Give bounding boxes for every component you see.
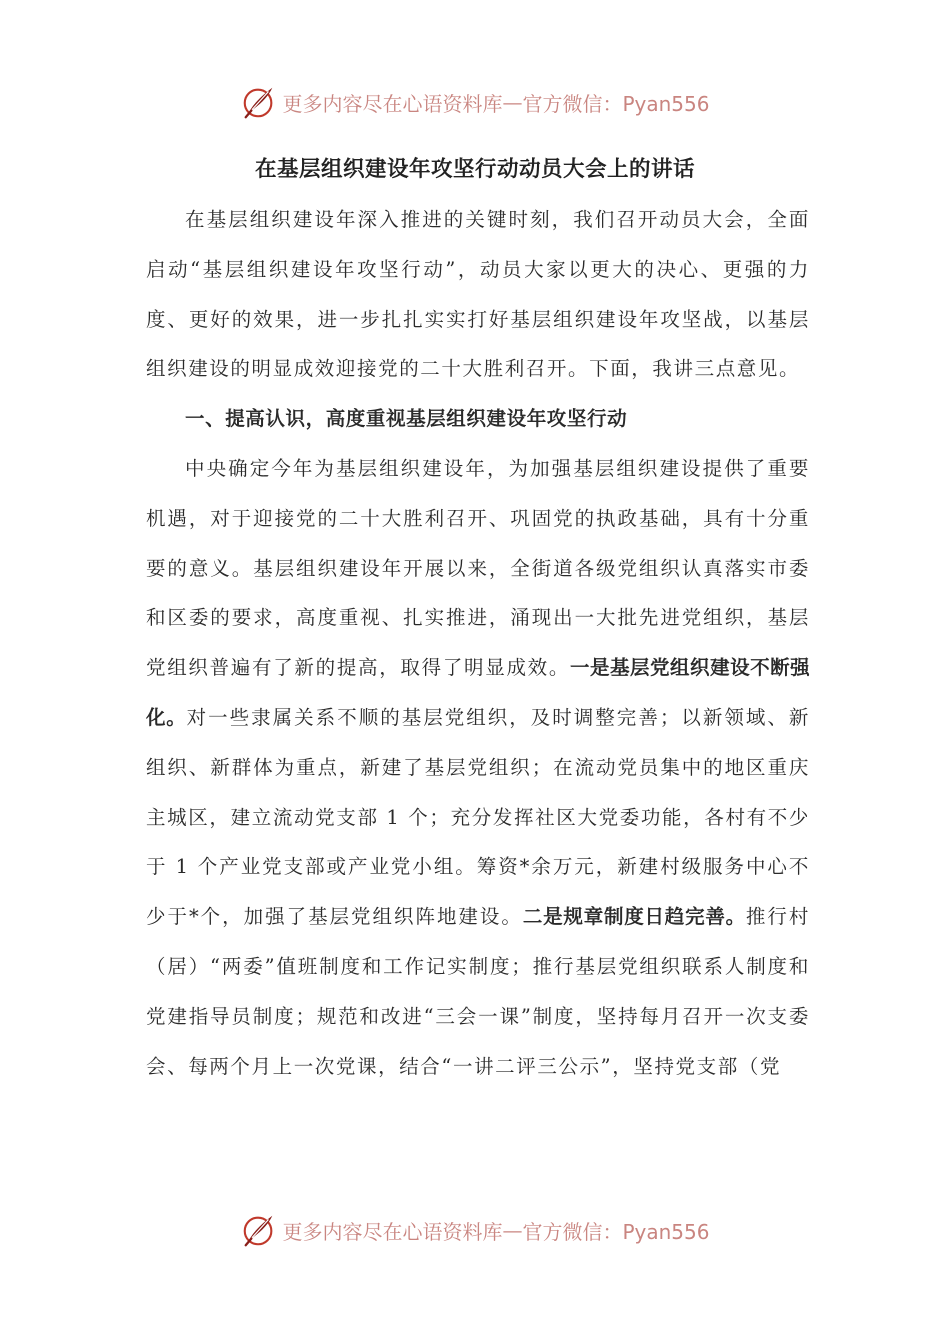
watermark-site-text: 更多内容尽在心语资料库 (282, 1219, 503, 1244)
watermark-wechat-text: 官方微信：Pyan556 (522, 1219, 710, 1244)
section-1-lead-1: 一是基层党组织建设不断强化。 (146, 656, 810, 729)
section-1-text-a: 中央确定今年为基层组织建设年，为加强基层组织建设提供了重要机遇，对于迎接党的二十大胜利召开、巩固党的执政基础，具有十分重要的意义。基层组织建设年开展以来，全街道各级党组织认真落实市委和区委的要求，高度重视、扎实推进，涌现出一大批先进党组织，基层党组织普遍有了新的提高，取得了明显成效。 (146, 456, 810, 680)
section-1-lead-2: 二是规章制度日趋完善。 (522, 905, 746, 929)
document-body (146, 195, 810, 1091)
watermark-dash: — (502, 1218, 523, 1242)
watermark-wechat-text: 官方微信：Pyan556 (522, 91, 710, 116)
watermark-site-text: 更多内容尽在心语资料库 (282, 91, 503, 116)
section-1-paragraph (146, 444, 810, 1091)
watermark-banner-bottom (0, 1208, 950, 1252)
intro-paragraph: 在基层组织建设年深入推进的关键时刻，我们召开动员大会，全面启动“基层组织建设年攻坚行动”，动员大家以更大的决心、更强的力度、更好的效果，进一步扎扎实实打好基层组织建设年攻坚战，以基层组织建设的明显成效迎接党的二十大胜利召开。下面，我讲三点意见。 (146, 208, 810, 381)
watermark-dash: — (502, 90, 523, 114)
section-1-text-b: 对一些隶属关系不顺的基层党组织，及时调整完善；以新领域、新组织、新群体为重点，新建了基层党组织；在流动党员集中的地区重庆主城区，建立流动党支部 1 个；充分发挥社区大党委功能，各村有不少于 1 个产业党支部或产业党小组。筹资*余万元，新建村级服务中心不少于*个，加强了基层党组织阵地建设。 (146, 705, 810, 929)
section-1-heading: 一、提高认识，高度重视基层组织建设年攻坚行动 (185, 407, 628, 431)
section-1-text-c: 推行村（居）“两委”值班制度和工作记实制度；推行基层党组织联系人制度和党建指导员制度；规范和改进“三会一课”制度，坚持每月召开一次支委会、每两个月上一次党课，结合“一讲二评三公示”，坚持党支部（党 (146, 905, 810, 1078)
watermark-banner-top (0, 80, 950, 124)
quill-pen-logo-icon (240, 83, 278, 121)
quill-pen-logo-icon (240, 1211, 278, 1249)
document-title: 在基层组织建设年攻坚行动动员大会上的讲话 (254, 157, 695, 182)
